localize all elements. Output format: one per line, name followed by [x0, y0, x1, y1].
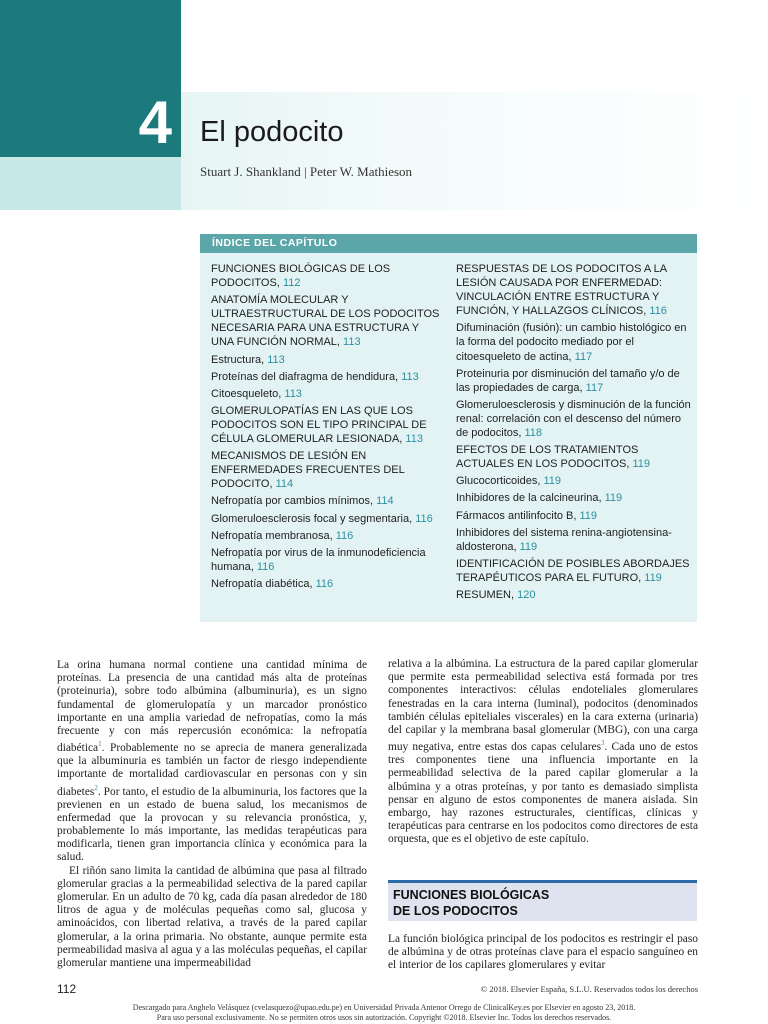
- index-entry-page[interactable]: 117: [574, 350, 593, 363]
- index-entry-label: Glomeruloesclerosis y disminución de la función renal: correlación con el descenso del número de podocitos,: [456, 398, 691, 440]
- index-entry-label: Glucocorticoides,: [456, 475, 541, 488]
- index-entry-label: Citoesqueleto,: [211, 387, 282, 400]
- text-run: . Cada uno de estos tres componentes tiene una influencia importante en la permeabilidad selectiva de la pared capilar glomerular a la albúmina y a otras proteínas, y por tanto es demasiado simplista pensar en alguno de estos componentes de manera aislada. Sin embargo, hay razones estructurales, científicas, clínicas y terapéuticas para centrarse en los podocitos como directores de esta orquesta, que es el objetivo de este capítulo.: [388, 741, 698, 846]
- chapter-index-heading: ÍNDICE DEL CAPÍTULO: [200, 234, 697, 253]
- index-entry-label: IDENTIFICACIÓN DE POSIBLES ABORDAJES TERAPÉUTICOS PARA EL FUTURO,: [456, 557, 690, 584]
- index-entry-label: RESPUESTAS DE LOS PODOCITOS A LA LESIÓN CAUSADA POR ENFERMEDAD: VINCULACIÓN ENTRE ESTRUCTURA Y FUNCIÓN, Y HALLAZGOS CLÍNICOS,: [456, 263, 667, 318]
- paragraph: [57, 659, 367, 865]
- index-entry-label: Difuminación (fusión): un cambio histológico en la forma del podocito mediado por el citoesqueleto de actina,: [456, 322, 687, 363]
- index-entry-label: RESUMEN,: [456, 588, 515, 601]
- paragraph: El riñón sano limita la cantidad de albúmina que pasa al filtrado glomerular gracias a la permeabilidad selectiva de la pared capilar glomerular. En un adulto de 70 kg, cada día pasan alrededor de 180 litros de agua y de moléculas pequeñas como sal, glucosa y aminoácidos, con libertad relativa, a través de la pared capilar glomerular, a la orina primaria. No obstante, aunque permite esta permeabilidad masiva al agua y a las moléculas pequeñas, el capilar glomerular mantiene una impermeabilidad: [57, 864, 367, 970]
- copyright-notice: © 2018. Elsevier España, S.L.U. Reservados todos los derechos: [480, 984, 698, 994]
- index-entry[interactable]: [211, 529, 441, 543]
- index-entry-page[interactable]: 112: [282, 277, 301, 290]
- index-entry-label: MECANISMOS DE LESIÓN EN ENFERMEDADES FRECUENTES DEL PODOCITO,: [211, 450, 405, 491]
- header-strip: [0, 157, 181, 210]
- index-entry[interactable]: [211, 577, 441, 591]
- index-entry-label: Inhibidores del sistema renina-angiotensina-aldosterona,: [456, 526, 672, 553]
- index-entry[interactable]: [456, 557, 692, 585]
- reference-link[interactable]: 3: [601, 739, 605, 748]
- index-entry-label: Glomeruloesclerosis focal y segmentaria,: [211, 512, 413, 525]
- index-entry-label: Fármacos antilinfocito B,: [456, 509, 577, 522]
- body-column-left: [57, 659, 367, 970]
- index-entry-label: Nefropatía membranosa,: [211, 529, 333, 542]
- index-entry-page[interactable]: 116: [415, 512, 433, 525]
- index-column-right: [456, 262, 692, 605]
- text-run: . Por tanto, el estudio de la albuminuria, los factores que la previenen en un estado de buena salud, los mecanismos de enfermedad que la provocan y su relevancia pronóstica, y, probablemente lo más importante, las medidas terapéuticas para modificarla, tienen gran importancia clínica y económica para la salud.: [57, 785, 367, 864]
- index-entry-label: Nefropatía diabética,: [211, 577, 313, 590]
- index-entry[interactable]: [211, 449, 441, 491]
- index-entry[interactable]: [456, 262, 692, 318]
- index-entry-page[interactable]: 119: [519, 540, 538, 553]
- download-notice-line: Descargado para Anghelo Velásquez (cvelasquezo@upao.edu.pe) en Universidad Privada Antenor Orrego de ClinicalKey.es por Elsevier en agosto 23, 2018.: [132, 1003, 636, 1012]
- download-notice-line: Para uso personal exclusivamente. No se permiten otros usos sin autorización. Copyright ©2018. Elsevier Inc. Todos los derechos reservados.: [156, 1012, 612, 1022]
- section-heading-line: FUNCIONES BIOLÓGICAS: [393, 888, 550, 902]
- index-entry-label: EFECTOS DE LOS TRATAMIENTOS ACTUALES EN LOS PODOCITOS,: [456, 444, 639, 471]
- index-entry-label: FUNCIONES BIOLÓGICAS DE LOS PODOCITOS,: [211, 263, 391, 290]
- index-entry-label: ANATOMÍA MOLECULAR Y ULTRAESTRUCTURAL DE LOS PODOCITOS NECESARIA PARA UNA ESTRUCTURA Y UNA FUNCIÓN NORMAL,: [211, 294, 440, 349]
- index-entry-page[interactable]: 119: [604, 492, 623, 505]
- body-column-right: [388, 658, 698, 847]
- index-entry-page[interactable]: 116: [315, 577, 334, 590]
- index-entry[interactable]: [211, 546, 441, 574]
- index-entry[interactable]: [456, 491, 692, 505]
- index-entry-page[interactable]: 114: [376, 495, 394, 508]
- index-entry-page[interactable]: 119: [644, 571, 662, 584]
- section-heading: [388, 880, 697, 921]
- index-entry[interactable]: [211, 353, 441, 367]
- index-entry[interactable]: [211, 387, 441, 401]
- index-entry-page[interactable]: 113: [284, 387, 302, 400]
- index-entry-label: GLOMERULOPATÍAS EN LAS QUE LOS PODOCITOS SON EL TIPO PRINCIPAL DE CÉLULA GLOMERULAR LESIONADA,: [211, 404, 427, 446]
- chapter-authors: Stuart J. Shankland | Peter W. Mathieson: [200, 164, 413, 179]
- index-entry[interactable]: [211, 293, 441, 349]
- reference-link[interactable]: 2: [94, 783, 98, 792]
- index-entry[interactable]: [456, 398, 692, 440]
- reference-link[interactable]: 1: [98, 740, 102, 749]
- paragraph: La función biológica principal de los podocitos es restringir el paso de albúmina y de otras proteínas clave para el espacio sanguíneo en el interior de los capilares glomerulares y evitar: [388, 933, 698, 972]
- index-entry-page[interactable]: 119: [579, 509, 598, 522]
- index-entry[interactable]: [211, 370, 441, 384]
- index-entry-page[interactable]: 118: [524, 427, 543, 440]
- index-entry-page[interactable]: 117: [585, 381, 604, 394]
- index-entry[interactable]: [456, 526, 692, 554]
- index-entry-page[interactable]: 119: [543, 475, 561, 488]
- text-run: . Probablemente no se aprecia de manera generalizada que la albuminuria es también un factor de riesgo independiente importante de mortalidad cardiovascular en personas con y sin diabetes: [57, 742, 367, 798]
- index-entry-page[interactable]: 113: [401, 370, 419, 383]
- text-run: La orina humana normal contiene una cantidad mínima de proteínas. La presencia de una cantidad más alta de proteínas (proteinuria), sobre todo albúmina (albuminuria), es un signo fundamental de glomerulopatía y un marcador pronóstico importante en una amplia variedad de nefropatías, como la más frecuente y con más repercusión económica: la nefropatía diabética: [57, 659, 367, 755]
- index-entry-page[interactable]: 114: [275, 478, 294, 491]
- index-entry-label: Proteínas del diafragma de hendidura,: [211, 370, 399, 383]
- index-entry-page[interactable]: 116: [256, 560, 275, 573]
- index-entry[interactable]: [211, 404, 441, 446]
- index-entry-page[interactable]: 113: [267, 353, 285, 366]
- index-entry[interactable]: [456, 474, 692, 488]
- index-entry-label: Nefropatía por virus de la inmunodeficiencia humana,: [211, 546, 426, 573]
- chapter-index: [200, 234, 697, 622]
- index-entry-page[interactable]: 113: [405, 433, 423, 446]
- index-entry[interactable]: [211, 512, 441, 526]
- index-column-left: [211, 262, 441, 594]
- index-entry-page[interactable]: 119: [632, 458, 651, 471]
- index-entry-label: Nefropatía por cambios mínimos,: [211, 495, 374, 508]
- index-entry-label: Inhibidores de la calcineurina,: [456, 492, 602, 505]
- chapter-number: 4: [138, 89, 172, 156]
- index-entry[interactable]: [211, 494, 441, 508]
- header-white-area: [181, 0, 768, 92]
- download-notice: [0, 1003, 768, 1022]
- index-entry[interactable]: [211, 262, 441, 290]
- index-entry[interactable]: [456, 443, 692, 471]
- text-run: relativa a la albúmina. La estructura de la pared capilar glomerular que permite esta permeabilidad selectiva está formada por tres componentes interactivos: células endoteliales glomerulares fenestradas en la cara interna (luminal), podocitos (denominados también células epiteliales viscerales) en la cara externa (urinaria) del capilar y la membrana basal glomerular (MBG), con una carga muy negativa, entre estas dos capas celulares: [388, 658, 698, 754]
- index-entry[interactable]: [456, 321, 692, 363]
- index-entry-label: Estructura,: [211, 353, 265, 366]
- index-entry-page[interactable]: 113: [343, 336, 361, 349]
- body-column-right-continued: [388, 933, 698, 973]
- index-entry-page[interactable]: 120: [517, 588, 536, 601]
- index-entry[interactable]: [456, 367, 692, 395]
- page-number: 112: [57, 982, 77, 996]
- chapter-title: El podocito: [200, 116, 344, 148]
- section-heading-line: DE LOS PODOCITOS: [393, 903, 518, 918]
- index-entry-page[interactable]: 116: [335, 529, 354, 542]
- paragraph: [388, 658, 698, 847]
- index-entry-label: Proteinuria por disminución del tamaño y/o de las propiedades de carga,: [456, 367, 680, 394]
- index-entry[interactable]: [456, 509, 692, 523]
- index-entry[interactable]: [456, 588, 692, 602]
- index-entry-page[interactable]: 116: [649, 305, 667, 318]
